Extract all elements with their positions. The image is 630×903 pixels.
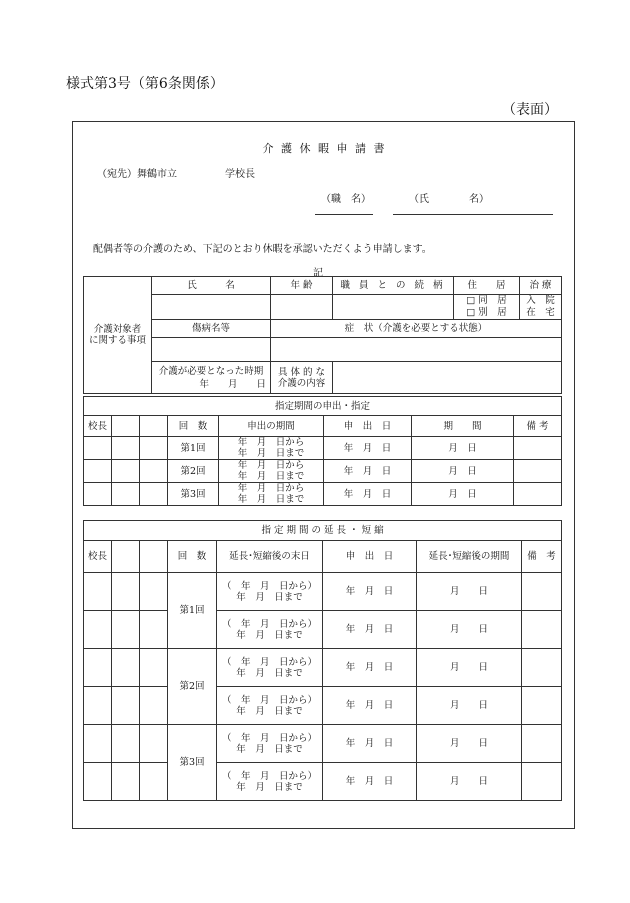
ext-term-header: 延長･短縮後の期間 <box>417 541 522 573</box>
note-cell[interactable] <box>514 483 562 506</box>
ext-note[interactable] <box>522 687 562 725</box>
name-field[interactable] <box>393 214 553 215</box>
ext-note[interactable] <box>522 763 562 801</box>
ext-from[interactable]: （ 年 月 日から） <box>221 656 317 668</box>
ext-to[interactable]: 年 月 日まで <box>236 591 303 603</box>
ext-date[interactable]: 年 月 日 <box>323 687 417 725</box>
stamp-cell[interactable] <box>112 725 140 763</box>
residence-separate-checkbox[interactable]: □ 別 居 <box>466 307 507 318</box>
period-principal-header: 校長 <box>84 416 112 437</box>
ext-times-cell: 第1回 <box>168 573 217 649</box>
period-date-header: 申 出 日 <box>324 416 412 437</box>
addressee-role: 学校長 <box>225 169 255 180</box>
ext-date[interactable]: 年 月 日 <box>323 763 417 801</box>
stamp-cell[interactable] <box>140 649 168 687</box>
ext-term[interactable]: 月 日 <box>417 649 522 687</box>
ext-note-header: 備 考 <box>522 541 562 573</box>
stamp-cell[interactable] <box>140 437 168 460</box>
table-row <box>84 725 562 763</box>
principal-stamp-cell[interactable] <box>84 573 112 611</box>
ext-to[interactable]: 年 月 日まで <box>236 629 303 641</box>
ext-date[interactable]: 年 月 日 <box>323 725 417 763</box>
name-label: （氏 名） <box>409 194 489 205</box>
table-row <box>84 483 562 506</box>
ext-term[interactable]: 月 日 <box>417 725 522 763</box>
request-date[interactable]: 年 月 日 <box>324 483 412 506</box>
to-date[interactable]: 年 月 日まで <box>237 494 305 505</box>
principal-stamp-cell[interactable] <box>84 649 112 687</box>
ext-to[interactable]: 年 月 日まで <box>236 781 303 793</box>
stamp-cell[interactable] <box>112 611 140 649</box>
symptom-cell[interactable] <box>271 338 562 362</box>
ext-from[interactable]: （ 年 月 日から） <box>221 770 317 782</box>
ext-to[interactable]: 年 月 日まで <box>236 705 303 717</box>
times-cell: 第1回 <box>168 437 219 460</box>
ext-term[interactable]: 月 日 <box>417 763 522 801</box>
ext-from[interactable]: （ 年 月 日から） <box>221 732 317 744</box>
stamp-cell[interactable] <box>140 725 168 763</box>
stamp-cell[interactable] <box>112 437 140 460</box>
principal-stamp-cell[interactable] <box>84 437 112 460</box>
subject-name-cell[interactable] <box>152 295 271 320</box>
ext-from[interactable]: （ 年 月 日から） <box>221 694 317 706</box>
principal-stamp-cell[interactable] <box>84 763 112 801</box>
table-row <box>84 649 562 687</box>
period-note-header: 備 考 <box>514 416 562 437</box>
ext-term[interactable]: 月 日 <box>417 573 522 611</box>
subject-age-cell[interactable] <box>271 295 333 320</box>
addressee-prefix: （宛先） <box>97 169 137 180</box>
table-row <box>84 611 562 649</box>
disease-cell[interactable] <box>152 338 271 362</box>
to-date[interactable]: 年 月 日まで <box>237 471 305 482</box>
stamp-cell[interactable] <box>112 649 140 687</box>
request-date[interactable]: 年 月 日 <box>324 460 412 483</box>
ext-date[interactable]: 年 月 日 <box>323 649 417 687</box>
period-times-header: 回 数 <box>168 416 219 437</box>
principal-stamp-cell[interactable] <box>84 460 112 483</box>
extension-table <box>83 520 562 801</box>
addressee-city: 舞鶴市立 <box>137 169 177 180</box>
ext-from[interactable]: （ 年 月 日から） <box>221 580 317 592</box>
from-date[interactable]: 年 月 日から <box>237 460 305 471</box>
ext-term[interactable]: 月 日 <box>417 687 522 725</box>
principal-stamp-cell[interactable] <box>84 483 112 506</box>
period-term-header: 期 間 <box>412 416 514 437</box>
principal-stamp-cell[interactable] <box>84 725 112 763</box>
stamp-cell[interactable] <box>112 763 140 801</box>
stamp-cell[interactable] <box>140 573 168 611</box>
from-date[interactable]: 年 月 日から <box>237 437 305 448</box>
stamp-cell[interactable] <box>112 687 140 725</box>
ext-times-cell: 第3回 <box>168 725 217 801</box>
ki-label: 記 <box>313 268 323 279</box>
ext-principal-header: 校長 <box>84 541 112 573</box>
request-date[interactable]: 年 月 日 <box>324 437 412 460</box>
form-title: 介 護 休 暇 申 請 書 <box>262 142 387 155</box>
table-row <box>84 573 562 611</box>
period-table <box>83 396 562 506</box>
ext-term[interactable]: 月 日 <box>417 611 522 649</box>
stamp-cell[interactable] <box>112 460 140 483</box>
ext-date[interactable]: 年 月 日 <box>323 573 417 611</box>
stamp-cell[interactable] <box>140 483 168 506</box>
ext-date[interactable]: 年 月 日 <box>323 611 417 649</box>
table-row <box>84 763 562 801</box>
ext-times-header: 回 数 <box>168 541 217 573</box>
treatment-home[interactable]: 在 宅 <box>526 307 555 318</box>
care-content-cell[interactable] <box>333 362 562 394</box>
ext-from[interactable]: （ 年 月 日から） <box>221 618 317 630</box>
request-text: 配偶者等の介護のため、下記のとおり休暇を承認いただくよう申請します。 <box>93 244 432 255</box>
ext-to[interactable]: 年 月 日まで <box>236 743 303 755</box>
care-subject-table <box>83 276 562 394</box>
position-field[interactable] <box>315 214 373 215</box>
stamp-cell[interactable] <box>140 460 168 483</box>
age-header: 年 齢 <box>271 277 333 295</box>
care-group-label: 介護対象者 に関する事項 <box>84 277 152 394</box>
table-row <box>84 437 562 460</box>
ext-note[interactable] <box>522 611 562 649</box>
stamp-cell[interactable] <box>112 483 140 506</box>
care-content-header: 具 体 的 な 介護の内容 <box>271 362 333 394</box>
term-cell[interactable]: 月 日 <box>412 483 514 506</box>
stamp-cell[interactable] <box>140 687 168 725</box>
stamp-cell[interactable] <box>112 573 140 611</box>
ext-date-header: 申 出 日 <box>323 541 417 573</box>
symptom-header: 症 状（介護を必要とする状態） <box>271 320 562 338</box>
application-form <box>72 121 575 829</box>
needed-time-date[interactable]: 年 月 日 <box>199 378 266 390</box>
treatment-inpatient[interactable]: 入 院 <box>526 295 555 306</box>
residence-same-checkbox[interactable]: □ 同 居 <box>466 295 507 306</box>
period-title: 指定期間の申出・指定 <box>84 397 562 416</box>
face-label: （表面） <box>502 102 558 118</box>
ext-note[interactable] <box>522 725 562 763</box>
residence-header: 住 居 <box>454 277 520 295</box>
times-cell: 第2回 <box>168 460 219 483</box>
extension-title: 指 定 期 間 の 延 長 ・ 短 縮 <box>84 521 562 541</box>
ext-note[interactable] <box>522 573 562 611</box>
name-header: 氏 名 <box>152 277 271 295</box>
ext-end-header: 延長･短縮後の末日 <box>217 541 323 573</box>
relation-header: 職 員 と の 続 柄 <box>333 277 454 295</box>
term-cell[interactable]: 月 日 <box>412 437 514 460</box>
ext-note[interactable] <box>522 649 562 687</box>
table-row <box>84 460 562 483</box>
stamp-cell[interactable] <box>140 763 168 801</box>
principal-stamp-cell[interactable] <box>84 687 112 725</box>
times-cell: 第3回 <box>168 483 219 506</box>
note-cell[interactable] <box>514 437 562 460</box>
treatment-header: 治 療 <box>520 277 562 295</box>
subject-relation-cell[interactable] <box>333 295 454 320</box>
from-date[interactable]: 年 月 日から <box>237 483 305 494</box>
position-label: （職 名） <box>321 194 371 205</box>
disease-header: 傷病名等 <box>152 320 271 338</box>
to-date[interactable]: 年 月 日まで <box>237 448 305 459</box>
period-request-header: 申出の期間 <box>219 416 324 437</box>
stamp-cell[interactable] <box>140 611 168 649</box>
ext-to[interactable]: 年 月 日まで <box>236 667 303 679</box>
term-cell[interactable]: 月 日 <box>412 460 514 483</box>
note-cell[interactable] <box>514 460 562 483</box>
table-row <box>84 687 562 725</box>
principal-stamp-cell[interactable] <box>84 611 112 649</box>
ext-times-cell: 第2回 <box>168 649 217 725</box>
needed-time-header: 介護が必要となった時期 <box>158 365 264 377</box>
form-number: 様式第3号（第6条関係） <box>66 76 224 92</box>
